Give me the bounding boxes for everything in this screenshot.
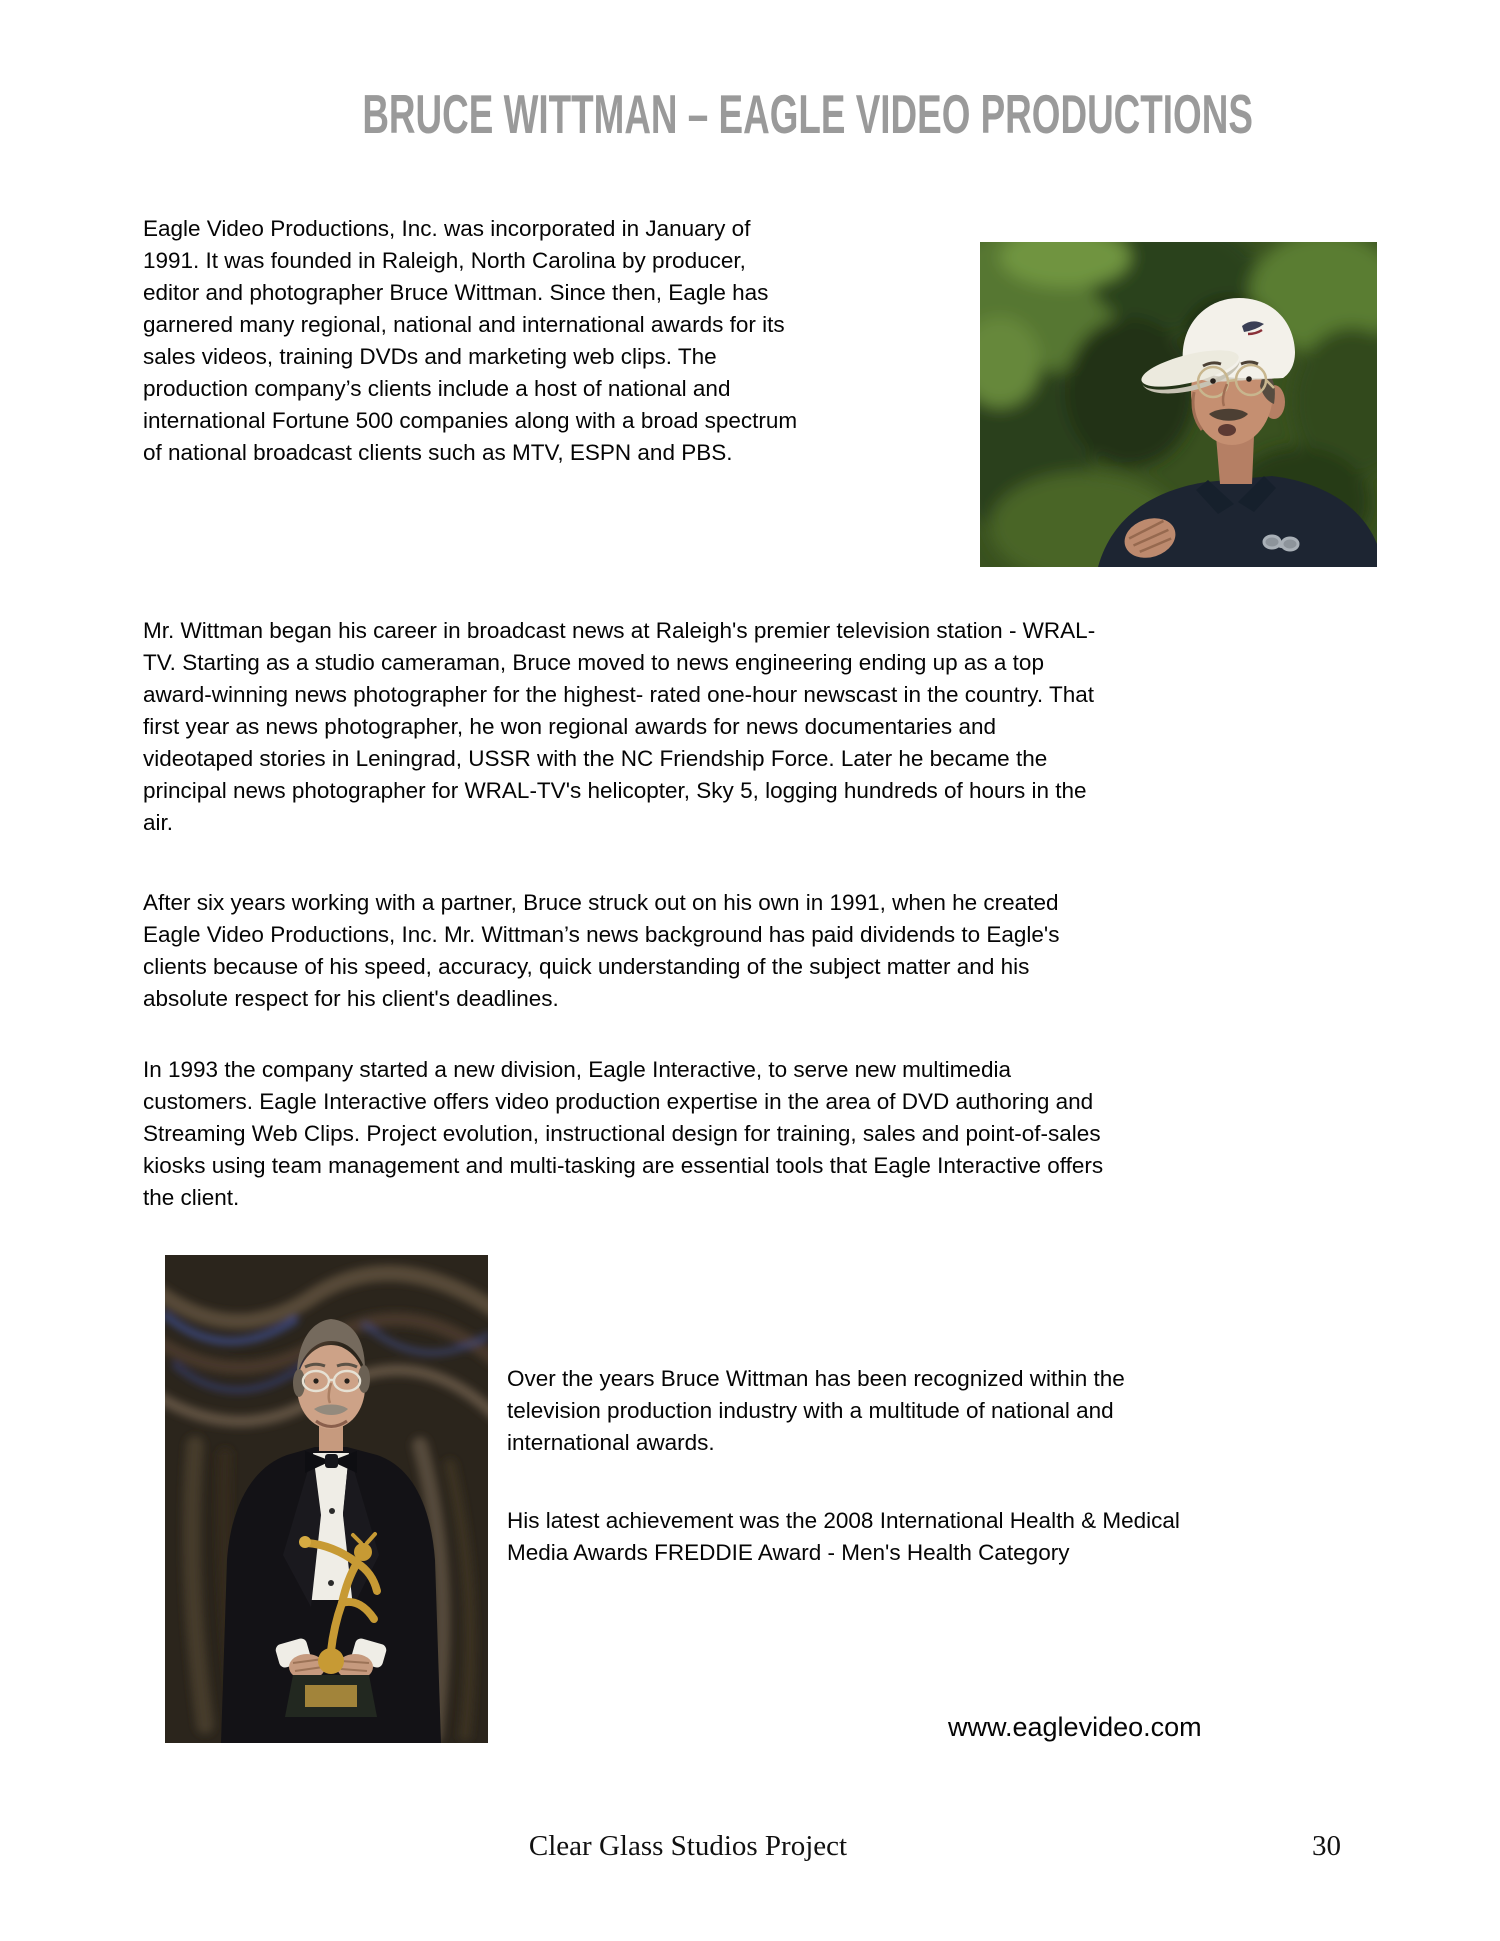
- intro-paragraph: Eagle Video Productions, Inc. was incorporated in January of 1991. It was founded in Raleigh, North Carolina by producer, editor and photographer Bruce Wittman. Since then, Eagle has garnered many regional, national and international awards for its sales videos, training DVDs and marketing web clips. The production company’s clients include a host of national and international Fortune 500 companies along with a broad spectrum of national broadcast clients such as MTV, ESPN and PBS.: [143, 215, 798, 465]
- founding-paragraph: After six years working with a partner, Bruce struck out on his own in 1991, when he created Eagle Video Productions, Inc. Mr. Wittman’s news background has paid dividends to Eagle's clients because of his speed, accuracy, quick understanding of the subject matter and his absolute respect for his client's deadlines.: [143, 889, 1060, 1011]
- footer-project-name: Clear Glass Studios Project: [528, 1830, 848, 1862]
- page-title-text: BRUCE WITTMAN – EAGLE VIDEO PRODUCTIONS: [362, 83, 1253, 145]
- website-url: www.eaglevideo.com: [948, 1712, 1202, 1742]
- photo-bruce-outdoors: [980, 242, 1377, 567]
- career-paragraph: Mr. Wittman began his career in broadcast news at Raleigh's premier television station - WRAL-TV. Starting as a studio cameraman, Bruce moved to news engineering ending up as a top award-winning news photographer for the highest- rated one-hour newscast in the country. That first year as news photographer, he won regional awards for news documentaries and videotaped stories in Leningrad, USSR with the NC Friendship Force. Later he became the principal news photographer for WRAL-TV's helicopter, Sky 5, logging hundreds of hours in the air.: [143, 617, 1096, 835]
- footer-page-number: 30: [1312, 1830, 1341, 1862]
- page-title: [143, 82, 1253, 146]
- freddie-award-paragraph: His latest achievement was the 2008 International Health & Medical Media Awards FREDDIE Award - Men's Health Category: [507, 1507, 1180, 1565]
- eagle-interactive-paragraph: In 1993 the company started a new division, Eagle Interactive, to serve new multimedia customers. Eagle Interactive offers video production expertise in the area of DVD authoring and Streaming Web Clips. Project evolution, instructional design for training, sales and point-of-sales kiosks using team management and multi-tasking are essential tools that Eagle Interactive offers the client.: [143, 1056, 1104, 1210]
- photo-bruce-award: [165, 1255, 488, 1743]
- recognition-paragraph: Over the years Bruce Wittman has been recognized within the television production industry with a multitude of national and international awards.: [507, 1365, 1125, 1455]
- mouth: [1218, 424, 1236, 436]
